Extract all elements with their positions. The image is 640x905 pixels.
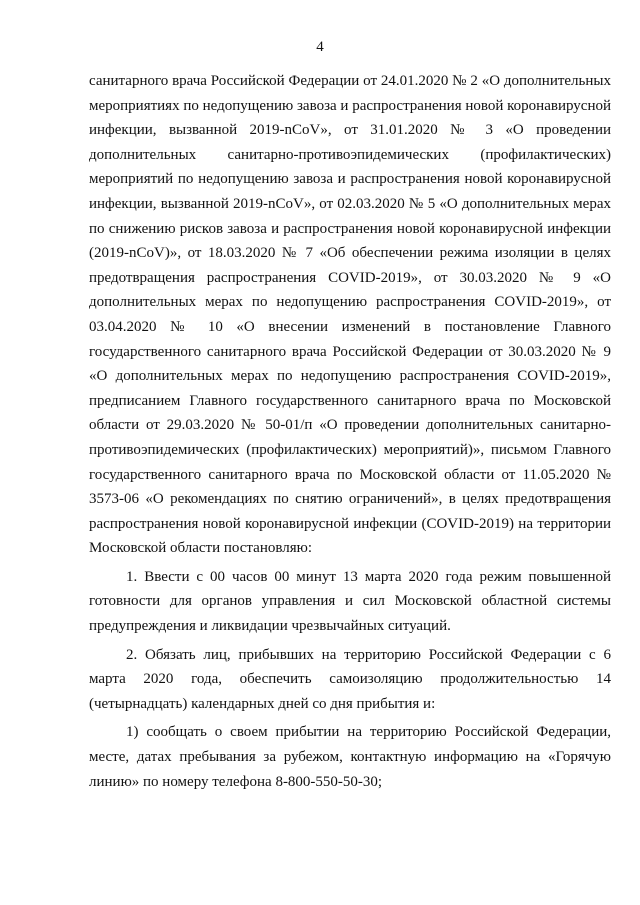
page-number: 4 bbox=[316, 39, 324, 55]
clause-2-paragraph: 2. Обязать лиц, прибывших на территорию Российской Федерации с 6 марта 2020 года, обеспечить самоизоляцию продолжительностью 14 (четырнадцать) календарных дней со дня прибытия и: bbox=[89, 646, 611, 712]
subclause-1-paragraph: 1) сообщать о своем прибытии на территорию Российской Федерации, месте, датах пребывания за рубежом, контактную информацию на «Горячую линию» по номеру телефона 8-800-550-50-30; bbox=[89, 724, 611, 790]
clause-1-paragraph: 1. Ввести с 00 часов 00 минут 13 марта 2020 года режим повышенной готовности для органов управления и сил Московской областной системы предупреждения и ликвидации чрезвычайных ситуаций. bbox=[89, 568, 611, 635]
document-body bbox=[89, 69, 611, 794]
preamble-paragraph: санитарного врача Российской Федерации от 24.01.2020 № 2 «О дополнительных мероприятиях по недопущению завоза и распространения новой коронавирусной инфекции, вызванной 2019-nCoV», от 31.01.2020 № 3 «О проведении дополнительных санитарно-противоэпидемических (профилактических) мероприятий по недопущению завоза и распространения новой коронавирусной инфекции, вызванной 2019-nCoV», от 02.03.2020 № 5 «О дополнительных мерах по снижению рисков завоза и распространения новой коронавирусной инфекции (2019-nCoV)», от 18.03.2020 № 7 «Об обеспечении режима изоляции в целях предотвращения распространения COVID-2019», от 30.03.2020 № 9 «О дополнительных мерах по недопущению распространения COVID-2019», от 03.04.2020 № 10 «О внесении изменений в постановление Главного государственного санитарного врача Российской Федерации от 30.03.2020 № 9 «О дополнительных мерах по недопущению распространения COVID-2019», предписанием Главного государственного санитарного врача по Московской области от 29.03.2020 № 50-01/п «О проведении дополнительных санитарно-противоэпидемических (профилактических) мероприятий)», письмом Главного государственного санитарного врача по Московской области от 11.05.2020 № 3573-06 «О рекомендациях по снятию ограничений», в целях предотвращения распространения новой коронавирусной инфекции (COVID-2019) на территории Московской области постановляю: bbox=[89, 73, 611, 557]
